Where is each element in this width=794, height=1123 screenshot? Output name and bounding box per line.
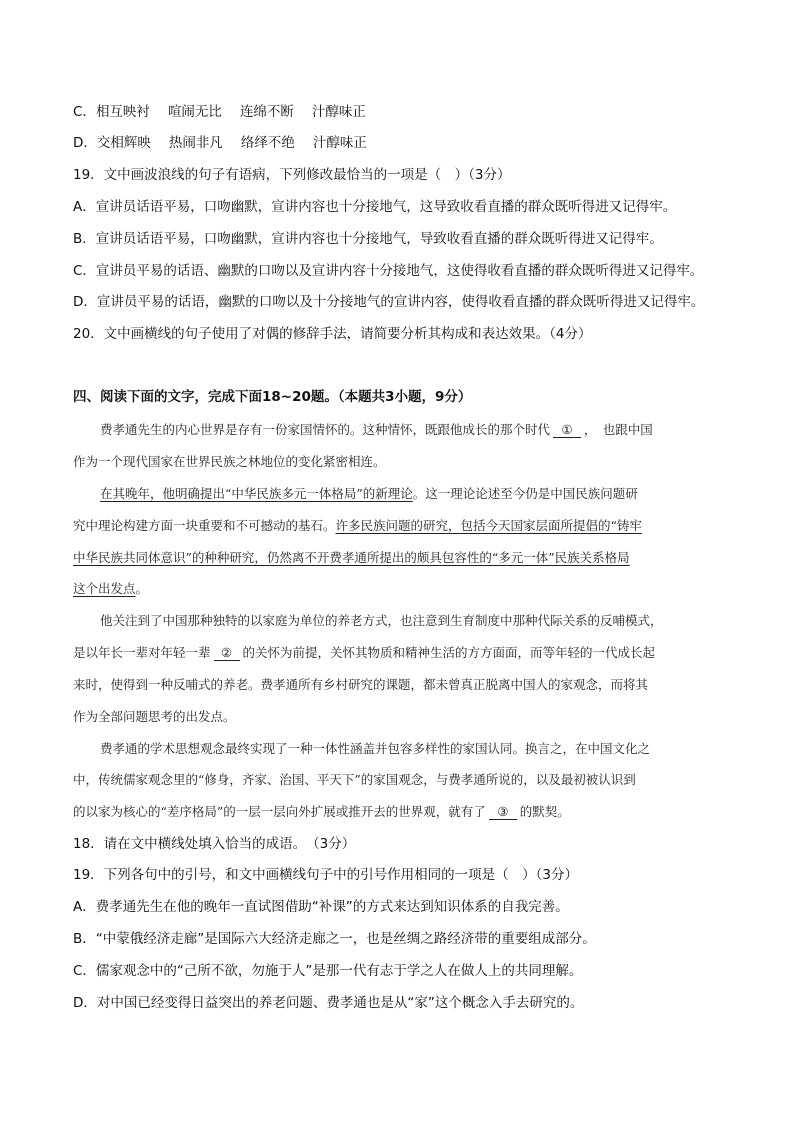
passage-text: 。这一理论论述至今仍是中国民族问题研 bbox=[412, 486, 638, 501]
question-19-option-a: A．宣讲员话语平易，口吻幽默，宣讲内容也十分接地气，这导致收看直播的群众既听得进又记得牢。 bbox=[73, 199, 677, 215]
passage-text: 费孝通先生的内心世界是存有一份家国情怀的。这种情怀，既跟他成长的那个时代 bbox=[100, 422, 551, 437]
underlined-sentence: 中华民族共同体意识”的种种研究，仍然离不开费孝通所提出的颇具包容性的“多元一体”民族关系格局 bbox=[73, 550, 630, 565]
question-19-stem: 19．文中画波浪线的句子有语病，下列修改最恰当的一项是（ ）（3分） bbox=[73, 167, 511, 183]
option-word: 交相辉映 bbox=[96, 135, 151, 151]
underlined-sentence: 这个出发点 bbox=[73, 581, 136, 596]
passage-text: 是以年长一辈对年轻一辈 bbox=[73, 645, 211, 660]
option-word: 热闹非凡 bbox=[168, 135, 223, 151]
underlined-sentence: 许多民族问题的研究，包括今天国家层面所提倡的“铸牢 bbox=[335, 518, 642, 533]
question-19b-option-a: A．费孝通先生在他的晚年一直试图借助“补课”的方式来达到知识体系的自我完善。 bbox=[73, 899, 569, 915]
section-4-heading: 四、阅读下面的文字，完成下面18~20题。（本题共3小题，9分） bbox=[73, 389, 472, 405]
passage-p2-line2 bbox=[73, 517, 733, 535]
option-word: 相互映衬 bbox=[95, 104, 150, 120]
question-19b-stem: 19．下列各句中的引号，和文中画横线句子中的引号作用相同的一项是（ ）（3分） bbox=[73, 867, 579, 883]
passage-text: 的默契。 bbox=[519, 804, 570, 819]
passage-p3-line2 bbox=[73, 644, 733, 662]
option-c-line bbox=[73, 103, 733, 121]
option-label: D． bbox=[73, 135, 97, 151]
fill-blank-1: ① bbox=[553, 422, 581, 438]
question-19b-option-c: C．儒家观念中的“己所不欲，勿施于人”是那一代有志于学之人在做人上的共同理解。 bbox=[73, 963, 583, 979]
passage-p4-line1: 费孝通的学术思想观念最终实现了一种一体性涵盖并包容多样性的家国认同。换言之，在中国文化之 bbox=[100, 741, 651, 756]
passage-p3-line4: 作为全部问题思考的出发点。 bbox=[73, 709, 236, 724]
fill-blank-3: ③ bbox=[489, 804, 517, 820]
passage-p4-line2: 中，传统儒家观念里的“修身，齐家、治国、平天下”的家国观念，与费孝通所说的，以及最初被认识到 bbox=[73, 772, 636, 787]
question-19b-option-b: B．“中蒙俄经济走廊”是国际六大经济走廊之一，也是丝绸之路经济带的重要组成部分。 bbox=[73, 931, 596, 947]
passage-p3-line1: 他关注到了中国那种独特的以家庭为单位的养老方式，也注意到生育制度中那种代际关系的反哺模式， bbox=[100, 613, 663, 628]
fill-blank-2: ② bbox=[214, 645, 240, 661]
passage-text: 。 bbox=[135, 581, 149, 596]
passage-p2-line4 bbox=[73, 580, 733, 598]
option-word: 络绎不绝 bbox=[240, 135, 295, 151]
passage-text: ， 也跟中国 bbox=[584, 422, 653, 437]
option-word: 连绵不断 bbox=[239, 104, 294, 120]
passage-p3-line3: 来时，使得到一种反哺式的养老。费孝通所有乡村研究的课题，都未曾真正脱离中国人的家观念，而将其 bbox=[73, 677, 649, 692]
passage-p1-line1 bbox=[100, 421, 760, 439]
passage-p2-line3 bbox=[73, 549, 733, 567]
question-19-option-c: C．宣讲员平易的话语、幽默的口吻以及宣讲内容十分接地气，这使得收看直播的群众既听得进又记得牢。 bbox=[73, 263, 704, 279]
question-19-option-d: D．宣讲员平易的话语，幽默的口吻以及十分接地气的宣讲内容，使得收看直播的群众既听得进又记得牢。 bbox=[73, 294, 705, 310]
question-19b-option-d: D．对中国已经变得日益突出的养老问题、费孝通也是从“家”这个概念入手去研究的。 bbox=[73, 995, 584, 1011]
option-word: 喧闹无比 bbox=[167, 104, 222, 120]
passage-p2-line1 bbox=[100, 485, 760, 503]
passage-p1-line2: 作为一个现代国家在世界民族之林地位的变化紧密相连。 bbox=[73, 454, 386, 469]
option-d-line bbox=[73, 134, 733, 152]
passage-text: 的以家为核心的“差序格局”的一层一层向外扩展或推开去的世界观，就有了 bbox=[73, 804, 486, 819]
option-word: 汁醇味正 bbox=[311, 104, 366, 120]
passage-text: 究中理论构建方面一块重要和不可撼动的基石。 bbox=[73, 518, 336, 533]
passage-p4-line3 bbox=[73, 803, 733, 821]
option-word: 汁醇味正 bbox=[312, 135, 367, 151]
question-20: 20．文中画横线的句子使用了对偶的修辞手法，请简要分析其构成和表达效果。（4分） bbox=[73, 326, 592, 342]
passage-text: 的关怀为前提，关怀其物质和精神生活的方方面面，而等年轻的一代成长起 bbox=[242, 645, 656, 660]
underlined-sentence: 在其晚年，他明确提出“中华民族多元一体格局”的新理论 bbox=[100, 486, 413, 501]
question-19-option-b: B．宣讲员话语平易，口吻幽默，宣讲内容也十分接地气，导致收看直播的群众既听得进又记得牢。 bbox=[73, 231, 663, 247]
question-18: 18．请在文中横线处填入恰当的成语。 （3分） bbox=[73, 836, 356, 852]
option-label: C． bbox=[73, 104, 96, 120]
